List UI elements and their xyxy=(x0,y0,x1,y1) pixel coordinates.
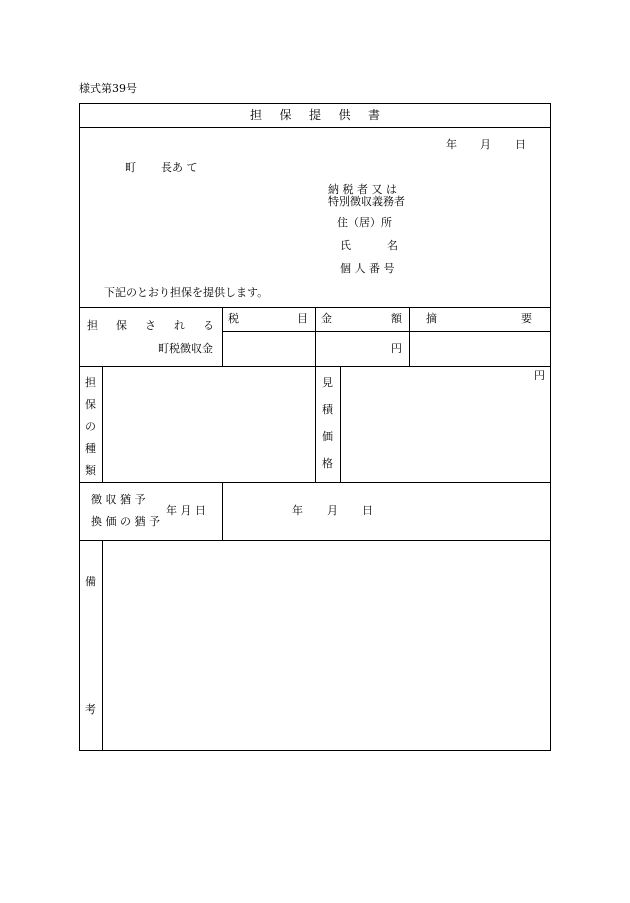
divider-secured-row xyxy=(222,331,551,332)
secured-char: さ xyxy=(145,319,156,332)
title-char: 供 xyxy=(338,108,351,122)
date-year: 年 xyxy=(446,138,457,151)
vline-remarks-label xyxy=(102,540,103,751)
address-label: 住（居）所 xyxy=(337,216,392,229)
summary-header-a: 摘 xyxy=(426,312,437,325)
grace-label-line1: 徴 収 猶 予 xyxy=(91,493,146,506)
title-char: 担 xyxy=(250,108,263,122)
estimate-char: 格 xyxy=(322,457,333,470)
amount-yen-unit: 円 xyxy=(391,342,402,355)
vline-amount xyxy=(409,307,410,366)
secured-char: れ xyxy=(174,319,185,332)
personal-number-label: 個 人 番 号 xyxy=(340,262,395,275)
intro-text: 下記のとおり担保を提供します。 xyxy=(104,286,269,299)
estimate-char: 積 xyxy=(322,403,333,416)
form-title xyxy=(250,109,380,121)
grace-date-year: 年 xyxy=(292,504,303,517)
vline-estimate-left xyxy=(315,366,316,482)
summary-header-b: 要 xyxy=(521,312,532,325)
addressee-town: 町 xyxy=(125,161,136,174)
grace-label-suffix: 年 月 日 xyxy=(166,504,206,517)
grace-date-day: 日 xyxy=(362,504,373,517)
collateral-char: 保 xyxy=(85,398,96,411)
title-char: 保 xyxy=(279,108,292,122)
taxpayer-label-line2: 特別徴収義務者 xyxy=(328,195,405,208)
grace-label-line2: 換 価 の 猶 予 xyxy=(91,515,160,528)
amount-header-a: 金 xyxy=(321,312,332,325)
vline-collateral-label xyxy=(102,366,103,482)
title-char: 提 xyxy=(308,108,321,122)
secured-char: 担 xyxy=(87,319,98,332)
taxpayer-label-line1: 納 税 者 又 は xyxy=(328,183,397,196)
remarks-label-b: 考 xyxy=(85,703,96,716)
vline-grace-label xyxy=(222,482,223,540)
grace-date-month: 月 xyxy=(327,504,338,517)
date-day: 日 xyxy=(515,138,526,151)
vline-tax-item xyxy=(315,307,316,366)
collateral-char: 種 xyxy=(85,442,96,455)
secured-sub-label: 町税徴収金 xyxy=(158,342,213,355)
tax-item-header-b: 目 xyxy=(297,312,308,325)
vline-estimate-right xyxy=(340,366,341,482)
tax-item-header-a: 税 xyxy=(228,312,239,325)
estimate-yen-unit: 円 xyxy=(534,369,545,382)
remarks-label-a: 備 xyxy=(85,575,96,588)
estimate-char: 価 xyxy=(322,430,333,443)
addressee-suffix: 長あ て xyxy=(161,161,198,174)
collateral-char: 担 xyxy=(85,376,96,389)
secured-char: 保 xyxy=(116,319,127,332)
secured-label xyxy=(87,320,214,331)
vline-secured-label xyxy=(222,307,223,366)
amount-header-b: 額 xyxy=(391,312,402,325)
estimated-value-label xyxy=(321,377,334,469)
date-month: 月 xyxy=(480,138,491,151)
collateral-type-label xyxy=(84,377,97,476)
collateral-char: 類 xyxy=(85,464,96,477)
divider-remarks xyxy=(79,540,551,541)
name-label-b: 名 xyxy=(387,239,398,252)
estimate-char: 見 xyxy=(322,376,333,389)
secured-char: る xyxy=(203,319,214,332)
form-number: 様式第39号 xyxy=(79,82,137,95)
title-char: 書 xyxy=(367,108,380,122)
collateral-char: の xyxy=(85,420,96,433)
divider-title xyxy=(79,127,551,128)
divider-grace xyxy=(79,482,551,483)
name-label-a: 氏 xyxy=(340,239,351,252)
